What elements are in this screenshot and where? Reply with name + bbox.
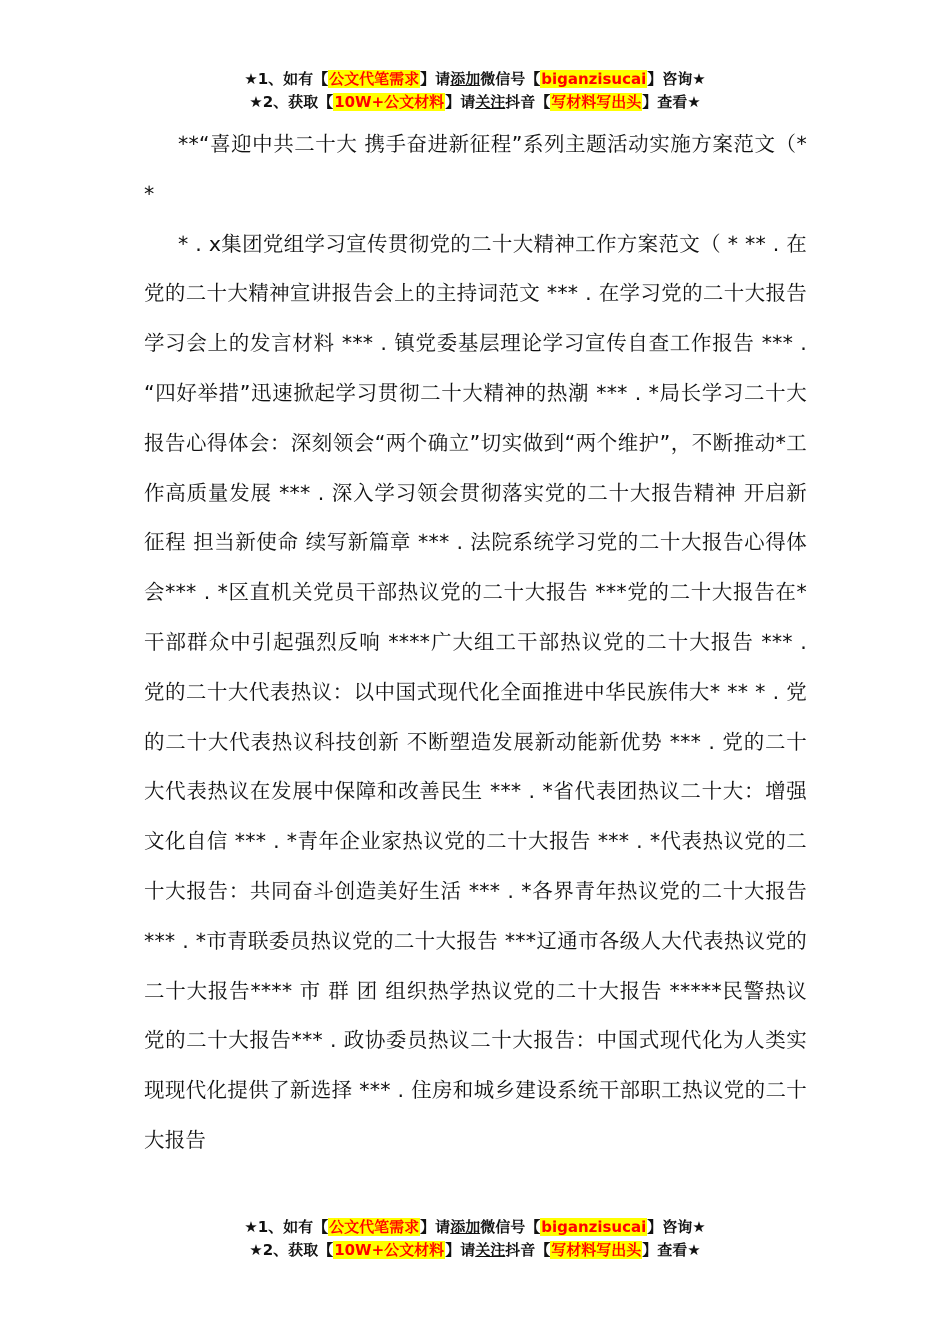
banner-line-1-highlight-wechat: biganzisucai	[541, 70, 647, 88]
banner-line-1-middle: 】请	[420, 70, 451, 88]
banner-line-2-highlight-materials: 10W+公文材料	[334, 93, 445, 111]
banner-line-1	[0, 68, 950, 91]
bottom-banner	[0, 1216, 950, 1262]
bottom-banner-line-1-highlight-wechat: biganzisucai	[541, 1218, 647, 1236]
banner-line-1-middle-2: 微信号【	[480, 70, 541, 88]
document-paragraph-title: **“喜迎中共二十大 携手奋进新征程”系列主题活动实施方案范文（* *	[144, 132, 807, 206]
bottom-banner-line-2-suffix: 】查看★	[642, 1241, 701, 1259]
bottom-banner-line-2-highlight-douyin: 写材料写出头	[551, 1241, 642, 1259]
bottom-banner-line-2-prefix: ★2、获取【	[249, 1241, 334, 1259]
bottom-banner-line-2-highlight-materials: 10W+公文材料	[334, 1241, 445, 1259]
document-body	[144, 120, 807, 1166]
banner-line-2-suffix: 】查看★	[642, 93, 701, 111]
banner-line-1-prefix: ★1、如有【	[244, 70, 329, 88]
banner-line-1-suffix: 】咨询★	[647, 70, 706, 88]
document-paragraph-list: * . x集团党组学习宣传贯彻党的二十大精神工作方案范文（ * ** . 在党的二十大精神宣讲报告会上的主持词范文 *** . 在学习党的二十大报告学习会上的发言材料 *** . 镇党委基层理论学习宣传自查工作报告 *** . “四好举措”迅速掀起学习贯彻二十大精神的热潮 *** . *局长学习二十大报告心得体会：深刻领会“两个确立”切实做到“两个维护”，不断推动*工作高质量发展 *** . 深入学习领会贯彻落实党的二十大报告精神 开启新征程 担当新使命 续写新篇章 *** . 法院系统学习党的二十大报告心得体会*** . *区直机关党员干部热议党的二十大报告 ***党的二十大报告在*干部群众中引起强烈反响 ****广大组工干部热议党的二十大报告 *** . 党的二十大代表热议：以中国式现代化全面推进中华民族伟大* ** * . 党的二十大代表热议科技创新 不断塑造发展新动能新优势 *** . 党的二十大代表热议在发展中保障和改善民生 *** . *省代表团热议二十大：增强文化自信 *** . *青年企业家热议党的二十大报告 *** . *代表热议党的二十大报告：共同奋斗创造美好生活 *** . *各界青年热议党的二十大报告 *** . *市青联委员热议党的二十大报告 ***辽通市各级人大代表热议党的二十大报告**** 市 群 团 组织热学热议党的二十大报告 *****民警热议党的二十大报告*** . 政协委员热议二十大报告：中国式现代化为人类实现现代化提供了新选择 *** . 住房和城乡建设系统干部职工热议党的二十大报告	[144, 231, 807, 1152]
banner-line-2	[0, 91, 950, 114]
banner-line-2-underlined: 关注	[475, 93, 506, 111]
banner-line-1-underlined: 添加	[450, 70, 481, 88]
bottom-banner-line-1	[0, 1216, 950, 1239]
banner-line-2-middle-2: 抖音【	[505, 93, 551, 111]
banner-line-2-middle: 】请	[445, 93, 476, 111]
bottom-banner-line-2	[0, 1239, 950, 1262]
top-banner	[0, 68, 950, 114]
banner-line-2-prefix: ★2、获取【	[249, 93, 334, 111]
bottom-banner-line-1-highlight-service: 公文代笔需求	[329, 1218, 420, 1236]
bottom-banner-line-1-middle: 】请	[420, 1218, 451, 1236]
bottom-banner-line-2-underlined: 关注	[475, 1241, 506, 1259]
banner-line-1-highlight-service: 公文代笔需求	[329, 70, 420, 88]
bottom-banner-line-2-middle-2: 抖音【	[505, 1241, 551, 1259]
bottom-banner-line-1-suffix: 】咨询★	[647, 1218, 706, 1236]
bottom-banner-line-1-underlined: 添加	[450, 1218, 481, 1236]
banner-line-2-highlight-douyin: 写材料写出头	[551, 93, 642, 111]
bottom-banner-line-2-middle: 】请	[445, 1241, 476, 1259]
bottom-banner-line-1-middle-2: 微信号【	[480, 1218, 541, 1236]
bottom-banner-line-1-prefix: ★1、如有【	[244, 1218, 329, 1236]
